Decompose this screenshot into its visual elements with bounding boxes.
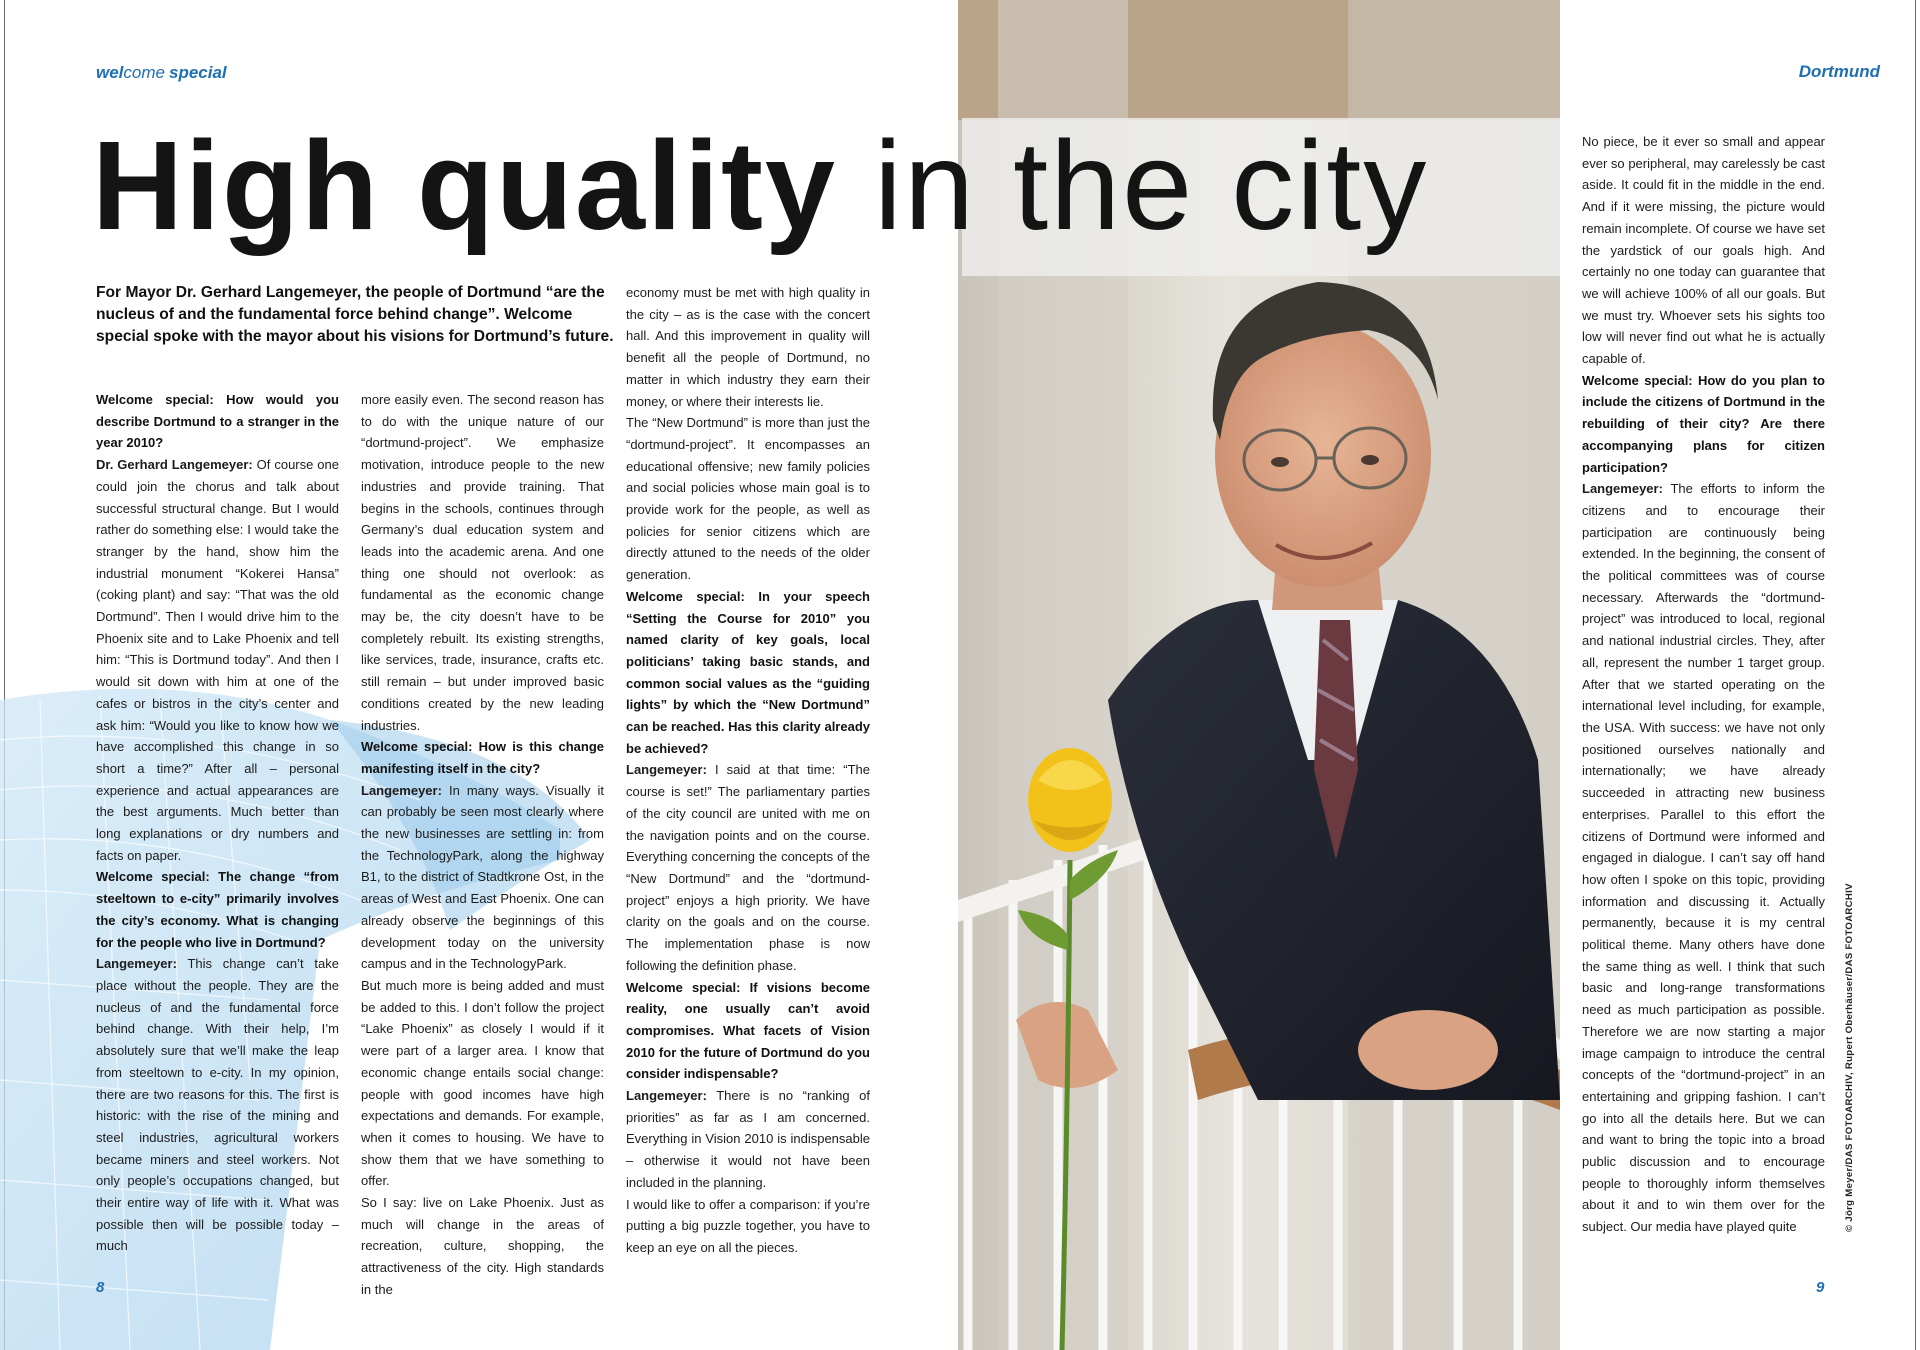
- page-number-left: 8: [96, 1279, 105, 1296]
- header-magazine-name: [96, 63, 227, 83]
- interview-paragraph: [361, 1192, 604, 1301]
- speaker-label: Langemeyer:: [361, 782, 442, 798]
- interview-paragraph: [626, 1085, 870, 1194]
- text-column-4: [1582, 131, 1825, 1238]
- interview-paragraph: [626, 412, 870, 586]
- text-column-1: [96, 389, 339, 1257]
- header-wel: wel: [96, 63, 124, 82]
- interview-question: Welcome special: How do you plan to include the citizens of Dortmund in the rebuilding of their city? Are there accompanying plans for citizen participation?: [1582, 372, 1825, 475]
- page-edge-right: [1915, 0, 1916, 1350]
- header-section-name: Dortmund: [1798, 62, 1880, 81]
- article-title: [92, 106, 1428, 266]
- interview-paragraph: [361, 975, 604, 1192]
- header-come: come: [123, 63, 165, 82]
- paragraph-text: In many ways. Visually it can probably be seen most clearly where the new businesses are settling in: from the TechnologyPark, along the highway B1, to the district of Stadtkrone Ost, in the areas of West and East Phoenix. One can already observe the beginnings of this development today on the university campus and in the TechnologyPark.: [361, 782, 604, 972]
- interview-paragraph: [361, 780, 604, 975]
- interview-paragraph: [1582, 478, 1825, 1238]
- paragraph-text: The efforts to inform the citizens and to encourage their participation are continuously being extended. In the beginning, the consent of the political committees was of course necessary. Afterwards the “dortmund-project” was introduced to local, regional and national industrial circles. They, after all, represent the number 1 target group. After that we started operating on the international level including, for example, the USA. With success: we have not only positioned ourselves nationally and internationally; we have already succeeded in attracting new business enterprises. Parallel to this effort the citizens of Dortmund were informed and engaged in dialogue. I can’t say off hand how often I spoke on this topic, providing information and discussing it. Actually permanently, because it is my central political theme. Many others have done the same thing as well. I think that such basic and long-range transformations need as much participation as possible. Therefore we are now starting a major image campaign to introduce the central concepts of the “dortmund-project” in an entertaining and gripping fashion. I can’t go into all the details here. But we can and want to bring the topic into a broad public discussion and to encourage people to thoroughly inform themselves about it and to win them over for the subject. Our media have played quite: [1582, 481, 1825, 1235]
- paragraph-text: more easily even. The second reason has to do with the unique nature of our “dortmund-project”. We emphasize motivation, introduce people to the new industries and provide training. That begins in the schools, continues through Germany’s dual education system and leads into the academic arena. And one thing one should not overlook: as fundamental as the economic change may be, the city doesn’t have to be completely rebuilt. Its existing strengths, like services, trade, insurance, crafts etc. still remain – but under improved basic conditions created by the new leading industries.: [361, 392, 604, 733]
- speaker-label: Langemeyer:: [626, 1088, 707, 1104]
- speaker-label: Langemeyer:: [626, 762, 707, 778]
- paragraph-text: So I say: live on Lake Phoenix. Just as much will change in the areas of recreation, culture, shopping, the attractiveness of the city. High standards in the: [361, 1195, 604, 1297]
- interview-paragraph: [361, 389, 604, 736]
- speaker-label: Langemeyer:: [96, 956, 177, 972]
- interview-question: Welcome special: The change “from steeltown to e-city” primarily involves the city’s economy. What is changing for the people who live in Dortmund?: [96, 869, 339, 950]
- paragraph-text: No piece, be it ever so small and appear ever so peripheral, may carelessly be cast aside. It could fit in the middle in the end. And if it were missing, the picture would remain incomplete. Of course we have set the yardstick of our goals high. And certainly no one today can guarantee that we will achieve 100% of all our goals. But we must try. Whoever sets his sights too low will never find out what he is actually capable of.: [1582, 134, 1825, 367]
- paragraph-text: There is no “ranking of priorities” as far as I am concerned. Everything in Vision 2010 is indispensable – otherwise it would not have been included in the planning.: [626, 1088, 870, 1190]
- interview-paragraph: [1582, 131, 1825, 370]
- interview-paragraph: [96, 454, 339, 866]
- text-column-3: [626, 282, 870, 1259]
- interview-question: Welcome special: In your speech “Setting the Course for 2010” you named clarity of key goals, local politicians’ taking basic stands, and common social values as the “guiding lights” by which the “New Dortmund” can be reached. Has this clarity already be achieved?: [626, 588, 870, 756]
- interview-paragraph: [626, 282, 870, 412]
- text-column-2: [361, 389, 604, 1301]
- title-light-part: in the city: [874, 115, 1429, 256]
- speaker-label: Dr. Gerhard Langemeyer:: [96, 457, 253, 473]
- paragraph-text: I would like to offer a comparison: if you’re putting a big puzzle together, you have to keep an eye on all the pieces.: [626, 1196, 870, 1255]
- page-number-right: 9: [1816, 1279, 1825, 1296]
- paragraph-text: Of course one could join the chorus and talk about successful structural change. But I would rather do something else: I would take the stranger by the hand, show him the industrial monument “Kokerei Hansa” (coking plant) and say: “That was the old Dortmund”. Then I would drive him to the Phoenix site and to Lake Phoenix and tell him: “This is Dortmund today”. And then I would sit down with him at one of the cafes or bistros in the city’s center and ask him: “Would you like to know how we have accomplished this change in so short a time?” After all – personal experience and actual appearances are the best arguments. Much better than long explanations or dry numbers and facts on paper.: [96, 457, 339, 863]
- interview-paragraph: [626, 759, 870, 976]
- header-special: special: [168, 63, 227, 82]
- paragraph-text: This change can’t take place without the people. They are the nucleus of and the fundamental force behind change. With their help, I’m absolutely sure that we’ll make the leap from steeltown to e-city. In my opinion, there are two reasons for this. The first is historic: with the rise of the mining and steel industries, agricultural workers became miners and steel workers. Not only people’s occupations changed, but their entire way of life with it. What was possible then will be possible today – much: [96, 956, 339, 1254]
- interview-question: Welcome special: If visions become reality, one usually can’t avoid compromises. What facets of Vision 2010 for the future of Dortmund do you consider indispensable?: [626, 979, 870, 1082]
- article-intro: For Mayor Dr. Gerhard Langemeyer, the people of Dortmund “are the nucleus of and the fundamental force behind change”. Welcome special spoke with the mayor about his visions for Dortmund’s future.: [96, 284, 614, 345]
- speaker-label: Langemeyer:: [1582, 481, 1663, 497]
- interview-paragraph: [626, 1194, 870, 1259]
- paragraph-text: economy must be met with high quality in the city – as is the case with the concert hall. And this improvement in quality will benefit all the people of Dortmund, no matter in which industry they earn their money, or where their interests lie.: [626, 285, 870, 409]
- paragraph-text: I said at that time: “The course is set!” The parliamentary parties of the city council are united with me on the navigation points and on the course. Everything concerning the concepts of the “New Dortmund” and the “dortmund-project” enjoys a high priority. We have clarity on the goals and on the course. The implementation phase is now following the definition phase.: [626, 762, 870, 973]
- title-bold-part: High quality: [92, 115, 837, 256]
- photo-credit: © Jörg Meyer/DAS FOTOARCHIV, Rupert Oberhäuser/DAS FOTOARCHIV: [1844, 883, 1855, 1232]
- paragraph-text: The “New Dortmund” is more than just the “dortmund-project”. It encompasses an educational offensive; new family policies and social policies whose main goal is to provide work for the people, as well as policies for senior citizens which are directly attuned to the needs of the older generation.: [626, 415, 870, 583]
- paragraph-text: But much more is being added and must be added to this. I don’t follow the project “Lake Phoenix” as closely I would if it were part of a larger area. I know that economic change entails social change: people with good incomes have high expectations and demands. For example, when it comes to housing. We have to show them that we have something to offer.: [361, 977, 604, 1189]
- interview-paragraph: [96, 953, 339, 1257]
- interview-question: Welcome special: How would you describe Dortmund to a stranger in the year 2010?: [96, 392, 339, 451]
- interview-question: Welcome special: How is this change manifesting itself in the city?: [361, 739, 604, 776]
